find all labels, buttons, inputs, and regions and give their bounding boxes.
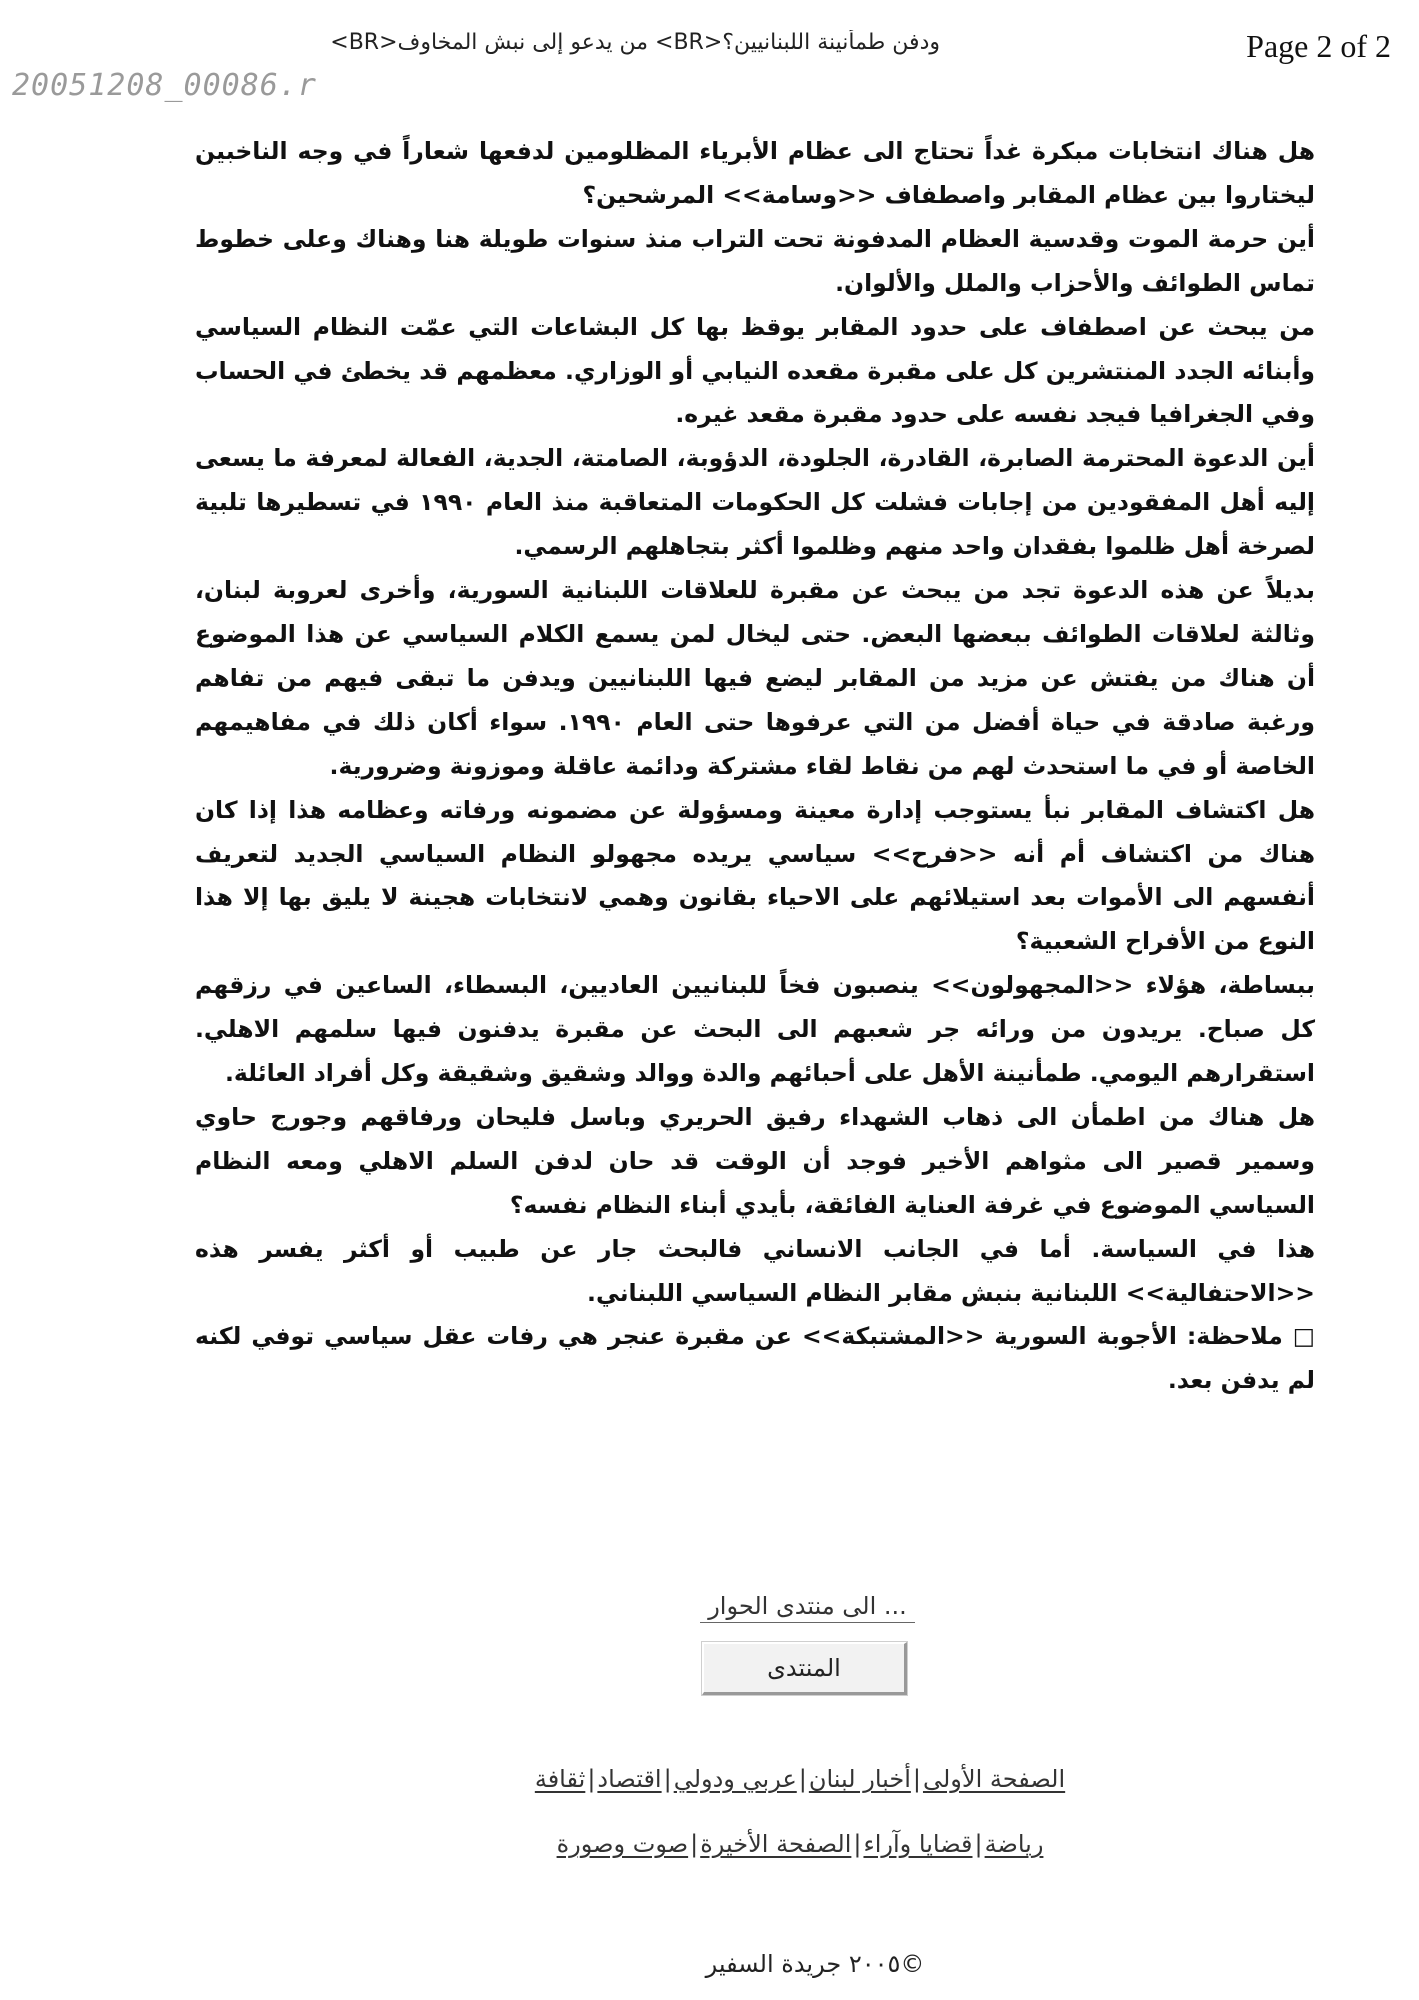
nav-link-front-page[interactable]: الصفحة الأولى — [922, 1765, 1066, 1793]
copyright-footer: ©٢٠٠٥ جريدة السفير — [705, 1950, 925, 1978]
article-paragraph: أين الدعوة المحترمة الصابرة، القادرة، الجلودة، الدؤوبة، الصامتة، الجدية، الفعالة لمعرفة ما يسعى إليه أهل المفقودين من إجابات فشلت كل الحكومات المتعاقبة منذ العام ١٩٩٠ في تسطيرها تلبية لصرخة أهل ظلموا بفقدان واحد منهم وظلموا أكثر بتجاهلهم الرسمي. — [195, 444, 1315, 561]
article-paragraph: من يبحث عن اصطفاف على حدود المقابر يوقظ بها كل البشاعات التي عمّت النظام السياسي وأبنائه الجدد المنتشرين كل على مقبرة مقعده النيابي أو الوزاري. معظمهم قد يخطئ في الحساب وفي الجغرافيا فيجد نفسه على حدود مقبرة مقعد غيره. — [195, 312, 1315, 429]
article-paragraph: أين حرمة الموت وقدسية العظام المدفونة تحت التراب منذ سنوات طويلة هنا وهناك وعلى خطوط تماس الطوائف والأحزاب والملل والألوان. — [195, 224, 1315, 297]
page-number: Page 2 of 2 — [1246, 28, 1391, 64]
article-paragraph: بديلاً عن هذه الدعوة تجد من يبحث عن مقبرة للعلاقات اللبنانية السورية، وأخرى لعروبة لبنان، وثالثة لعلاقات الطوائف ببعضها البعض. حتى ليخال لمن يسمع الكلام السياسي عن هذا الموضوع أن هناك من يفتش عن مزيد من المقابر ليضع فيها اللبنانيين ويدفن ما تبقى فيهم من تفاهم ورغبة صادقة في حياة أفضل من التي عرفوها حتى العام ١٩٩٠. سواء أكان ذلك في مفاهيمهم الخاصة أو في ما استحدث لهم من نقاط لقاء مشتركة ودائمة عاقلة وموزونة وضرورية. — [195, 576, 1315, 780]
forum-link[interactable]: ... الى منتدى الحوار — [700, 1592, 915, 1623]
nav-separator: | — [690, 1830, 699, 1858]
nav-separator: | — [663, 1765, 672, 1793]
nav-link-economy[interactable]: اقتصاد — [597, 1765, 662, 1793]
archive-stamp: 20051208_00086.r — [12, 68, 317, 103]
nav-link-culture[interactable]: ثقافة — [534, 1765, 586, 1793]
nav-link-arab-international[interactable]: عربي ودولي — [673, 1765, 797, 1793]
article-paragraph: ببساطة، هؤلاء <<المجهولون>> ينصبون فخاً للبنانيين العاديين، البسطاء، الساعين في رزقهم كل صباح. يريدون من ورائه جر شعبهم الى البحث عن مقبرة يدفنون فيها سلمهم الاهلي. استقرارهم اليومي. طمأنينة الأهل على أحبائهم والدة ووالد وشقيق وشقيقة وكل أفراد العائلة. — [195, 971, 1315, 1088]
article-paragraph: هل اكتشاف المقابر نبأ يستوجب إدارة معينة ومسؤولة عن مضمونه ورفاته وعظامه هذا إذا كان هناك من اكتشاف أم أنه <<فرح>> سياسي يريده مجهولو النظام السياسي الجديد لتعريف أنفسهم الى الأموات بعد استيلائهم على الاحياء بقانون وهمي لانتخابات هجينة لا يليق بها إلا هذا النوع من الأفراح الشعبية؟ — [195, 795, 1315, 956]
section-nav-primary — [500, 1765, 1100, 1793]
nav-link-sports[interactable]: رياضة — [984, 1830, 1044, 1858]
nav-link-audio-video[interactable]: صوت وصورة — [556, 1830, 689, 1858]
article-note: □ ملاحظة: الأجوبة السورية <<المشتبكة>> عن مقبرة عنجر هي رفات عقل سياسي توفي لكنه لم يدفن بعد. — [195, 1322, 1315, 1395]
nav-separator: | — [853, 1830, 862, 1858]
nav-separator: | — [587, 1765, 596, 1793]
article-paragraph: هذا في السياسة. أما في الجانب الانساني فالبحث جار عن طبيب أو أكثر يفسر هذه <<الاحتفالية>> اللبنانية بنبش مقابر النظام السياسي اللبناني. — [195, 1234, 1315, 1307]
nav-separator: | — [974, 1830, 983, 1858]
article-paragraph: هل هناك انتخابات مبكرة غداً تحتاج الى عظام الأبرياء المظلومين لدفعها شعاراً في وجه الناخبين ليختاروا بين عظام المقابر واصطفاف <<وسامة>> المرشحين؟ — [195, 137, 1315, 209]
page-header-title: ودفن طمأنينة اللبنانيين؟<BR> من يدعو إلى نبش المخاوف<BR> — [330, 30, 940, 55]
nav-link-opinions[interactable]: قضايا وآراء — [863, 1830, 973, 1858]
forum-button[interactable]: المنتدى — [702, 1642, 907, 1695]
nav-separator: | — [912, 1765, 921, 1793]
article-body — [195, 130, 1315, 1403]
nav-separator: | — [798, 1765, 807, 1793]
section-nav-secondary — [500, 1830, 1100, 1858]
article-paragraph: هل هناك من اطمأن الى ذهاب الشهداء رفيق الحريري وباسل فليحان ورفاقهم وجورج حاوي وسمير قصير الى مثواهم الأخير فوجد أن الوقت قد حان لدفن السلم الاهلي ومعه النظام السياسي الموضوع في غرفة العناية الفائقة، بأيدي أبناء النظام نفسه؟ — [195, 1102, 1315, 1219]
nav-link-last-page[interactable]: الصفحة الأخيرة — [700, 1830, 852, 1858]
nav-link-lebanon-news[interactable]: أخبار لبنان — [808, 1765, 911, 1793]
